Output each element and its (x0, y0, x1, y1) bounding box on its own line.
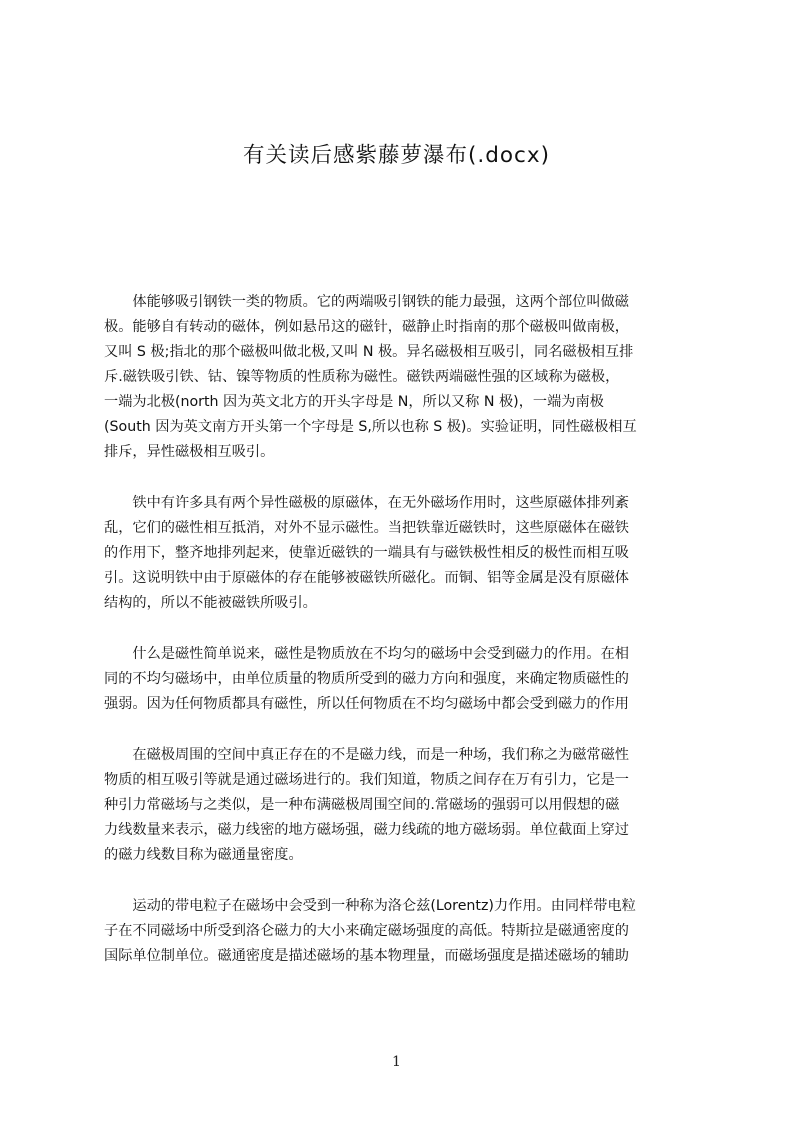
text-line: 的作用下，整齐地排列起来，使靠近磁铁的一端具有与磁铁极性相反的极性而相互吸 (104, 545, 629, 561)
text-line: 种引力常磁场与之类似，是一种布满磁极周围空间的.常磁场的强弱可以用假想的磁 (104, 797, 620, 813)
text-line: (South 因为英文南方开头第一个字母是 S,所以也称 S 极)。实验证明，同性磁极相互 (104, 419, 637, 435)
paragraph (104, 491, 698, 616)
text-line: 在磁极周围的空间中真正存在的不是磁力线，而是一种场，我们称之为磁常磁性 (104, 747, 629, 763)
text-line: 结构的，所以不能被磁铁所吸引。 (104, 595, 317, 611)
document-body (104, 290, 698, 995)
text-line: 运动的带电粒子在磁场中会受到一种称为洛仑兹(Lorentz)力作用。由同样带电粒 (104, 898, 636, 914)
text-line: 子在不同磁场中所受到洛仑磁力的大小来确定磁场强度的高低。特斯拉是磁通密度的 (104, 923, 629, 939)
paragraph (104, 290, 698, 465)
text-line: 的磁力线数目称为磁通量密度。 (104, 847, 303, 863)
paragraph (104, 743, 698, 868)
text-line: 国际单位制单位。磁通密度是描述磁场的基本物理量，而磁场强度是描述磁场的辅助 (104, 948, 629, 964)
text-line: 引。这说明铁中由于原磁体的存在能够被磁铁所磁化。而铜、铝等金属是没有原磁体 (104, 570, 629, 586)
text-line: 乱，它们的磁性相互抵消，对外不显示磁性。当把铁靠近磁铁时，这些原磁体在磁铁 (104, 520, 629, 536)
text-line: 同的不均匀磁场中，由单位质量的物质所受到的磁力方向和强度，来确定物质磁性的 (104, 671, 629, 687)
text-line: 极。能够自有转动的磁体，例如悬吊这的磁针，磁静止时指南的那个磁极叫做南极， (104, 319, 629, 335)
text-line: 强弱。因为任何物质都具有磁性，所以任何物质在不均匀磁场中都会受到磁力的作用 (104, 696, 629, 712)
paragraph (104, 894, 698, 969)
text-line: 又叫 S 极;指北的那个磁极叫做北极,又叫 N 极。异名磁极相互吸引，同名磁极相互排 (104, 344, 634, 360)
text-line: 斥.磁铁吸引铁、钴、镍等物质的性质称为磁性。磁铁两端磁性强的区域称为磁极， (104, 369, 620, 385)
text-line: 一端为北极(north 因为英文北方的开头字母是 N，所以又称 N 极)，一端为南极 (104, 394, 604, 410)
paragraph (104, 642, 698, 717)
page-number: 1 (392, 1054, 401, 1070)
text-line: 排斥，异性磁极相互吸引。 (104, 444, 275, 460)
text-line: 体能够吸引钢铁一类的物质。它的两端吸引钢铁的能力最强，这两个部位叫做磁 (104, 294, 629, 310)
text-line: 物质的相互吸引等就是通过磁场进行的。我们知道，物质之间存在万有引力，它是一 (104, 772, 629, 788)
text-line: 力线数量来表示，磁力线密的地方磁场强，磁力线疏的地方磁场弱。单位截面上穿过 (104, 822, 629, 838)
text-line: 铁中有许多具有两个异性磁极的原磁体，在无外磁场作用时，这些原磁体排列紊 (104, 495, 629, 511)
text-line: 什么是磁性简单说来，磁性是物质放在不均匀的磁场中会受到磁力的作用。在相 (104, 646, 629, 662)
document-title: 有关读后感紫藤萝瀑布(.docx) (243, 143, 550, 168)
